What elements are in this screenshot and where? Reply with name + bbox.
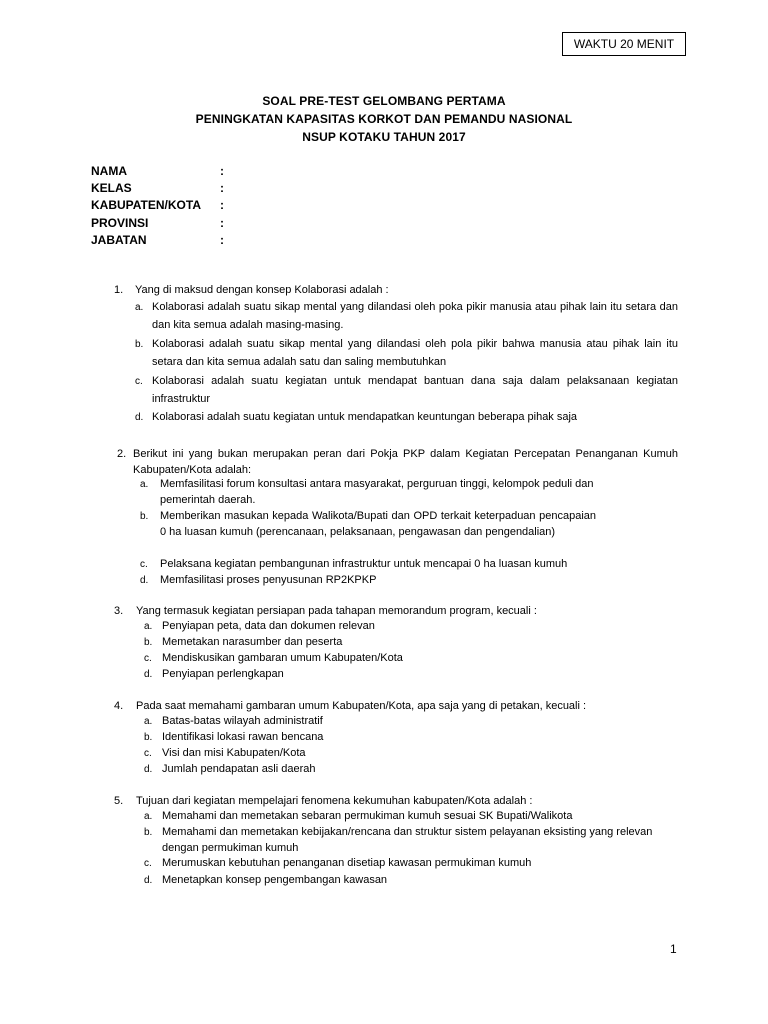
field-colon: : xyxy=(220,198,224,212)
question-5-option-a: Memahami dan memetakan sebaran permukiman kumuh sesuai SK Bupati/Walikota xyxy=(162,810,573,822)
question-2-option-a: Memfasilitasi forum konsultasi antara masyarakat, perguruan tinggi, kelompok peduli dan pemerintah daerah. xyxy=(160,478,594,506)
field-label-kelas: KELAS xyxy=(91,181,132,195)
question-2-number: 2. xyxy=(117,448,127,460)
time-limit-box: WAKTU 20 MENIT xyxy=(562,32,686,56)
question-1-option-c-letter: c. xyxy=(135,376,143,387)
question-3-option-b: Memetakan narasumber dan peserta xyxy=(162,636,343,648)
question-3-option-a-letter: a. xyxy=(144,621,153,632)
question-3-option-c: Mendiskusikan gambaran umum Kabupaten/Kota xyxy=(162,652,403,664)
question-2-text: Berikut ini yang bukan merupakan peran dari Pokja PKP dalam Kegiatan Percepatan Penanganan Kumuh Kabupaten/Kota adalah: xyxy=(133,448,678,476)
question-1-option-a: Kolaborasi adalah suatu sikap mental yang dilandasi oleh poka pikir manusia atau pihak lain itu setara dan dan kita semua adalah masing-masing. xyxy=(152,301,678,331)
field-label-jabatan: JABATAN xyxy=(91,233,147,247)
question-4-option-d-letter: d. xyxy=(144,764,153,775)
field-label-kabupaten-kota: KABUPATEN/KOTA xyxy=(91,198,201,212)
question-5-option-d: Menetapkan konsep pengembangan kawasan xyxy=(162,874,388,886)
question-5-option-c: Merumuskan kebutuhan penanganan disetiap kawasan permukiman kumuh xyxy=(162,857,532,869)
question-1-option-a-letter: a. xyxy=(135,302,144,313)
title-line-1: SOAL PRE-TEST GELOMBANG PERTAMA xyxy=(262,94,506,108)
question-4-option-c-letter: c. xyxy=(144,748,152,759)
question-3-option-d-letter: d. xyxy=(144,669,153,680)
question-4-option-d: Jumlah pendapatan asli daerah xyxy=(162,763,316,775)
question-4-option-b: Identifikasi lokasi rawan bencana xyxy=(162,731,324,743)
question-4-number: 4. xyxy=(114,700,124,712)
question-2-option-a-letter: a. xyxy=(140,479,149,490)
question-1-number: 1. xyxy=(114,284,124,296)
question-5-number: 5. xyxy=(114,795,124,807)
question-5-option-b: Memahami dan memetakan kebijakan/rencana dan struktur sistem pelayanan eksisting yang relevan dengan permukiman kumuh xyxy=(162,826,653,854)
question-2-option-c-letter: c. xyxy=(140,559,148,570)
question-3-option-a: Penyiapan peta, data dan dokumen relevan xyxy=(162,620,375,632)
question-4-text: Pada saat memahami gambaran umum Kabupaten/Kota, apa saja yang di petakan, kecuali : xyxy=(136,700,587,712)
question-4-option-a: Batas-batas wilayah administratif xyxy=(162,715,323,727)
title-line-2: PENINGKATAN KAPASITAS KORKOT DAN PEMANDU NASIONAL xyxy=(195,112,573,126)
question-3-option-b-letter: b. xyxy=(144,637,153,648)
question-1-option-d-letter: d. xyxy=(135,412,144,423)
field-colon: : xyxy=(220,216,224,230)
question-2-option-d: Memfasilitasi proses penyusunan RP2KPKP xyxy=(160,574,377,586)
question-4-option-c: Visi dan misi Kabupaten/Kota xyxy=(162,747,306,759)
question-2-option-c: Pelaksana kegiatan pembangunan infrastruktur untuk mencapai 0 ha luasan kumuh xyxy=(160,558,568,570)
question-3-text: Yang termasuk kegiatan persiapan pada tahapan memorandum program, kecuali : xyxy=(136,605,537,617)
question-5-option-d-letter: d. xyxy=(144,875,153,886)
field-label-provinsi: PROVINSI xyxy=(91,216,149,230)
question-4-option-a-letter: a. xyxy=(144,716,153,727)
question-5-option-b-letter: b. xyxy=(144,827,153,838)
question-3-option-c-letter: c. xyxy=(144,653,152,664)
field-colon: : xyxy=(220,181,224,195)
field-label-nama: NAMA xyxy=(91,164,127,178)
question-5-option-a-letter: a. xyxy=(144,811,153,822)
question-1-text: Yang di maksud dengan konsep Kolaborasi adalah : xyxy=(135,284,389,296)
question-1-option-c: Kolaborasi adalah suatu kegiatan untuk mendapat bantuan dana saja dalam pelaksanaan kegiatan infrastruktur xyxy=(152,375,678,405)
question-1-option-b: Kolaborasi adalah suatu sikap mental yang dilandasi oleh pola pikir bahwa manusia atau pihak lain itu setara dan kita semua adalah satu dan saling membutuhkan xyxy=(152,338,678,368)
question-2-option-d-letter: d. xyxy=(140,575,149,586)
question-3-option-d: Penyiapan perlengkapan xyxy=(162,668,284,680)
question-5-option-c-letter: c. xyxy=(144,858,152,869)
question-1-option-d: Kolaborasi adalah suatu kegiatan untuk mendapatkan keuntungan beberapa pihak saja xyxy=(152,411,578,423)
page-number: 1 xyxy=(670,942,677,956)
field-colon: : xyxy=(220,164,224,178)
question-5-text: Tujuan dari kegiatan mempelajari fenomena kekumuhan kabupaten/Kota adalah : xyxy=(136,795,533,807)
question-2-option-b-letter: b. xyxy=(140,511,149,522)
question-3-number: 3. xyxy=(114,605,124,617)
title-line-3: NSUP KOTAKU TAHUN 2017 xyxy=(302,130,466,144)
question-2-option-b: Memberikan masukan kepada Walikota/Bupati dan OPD terkait keterpaduan pencapaian 0 ha luasan kumuh (perencanaan, pelaksanaan, pengawasan dan pengendalian) xyxy=(160,510,596,538)
question-4-option-b-letter: b. xyxy=(144,732,153,743)
field-colon: : xyxy=(220,233,224,247)
question-1-option-b-letter: b. xyxy=(135,339,144,350)
